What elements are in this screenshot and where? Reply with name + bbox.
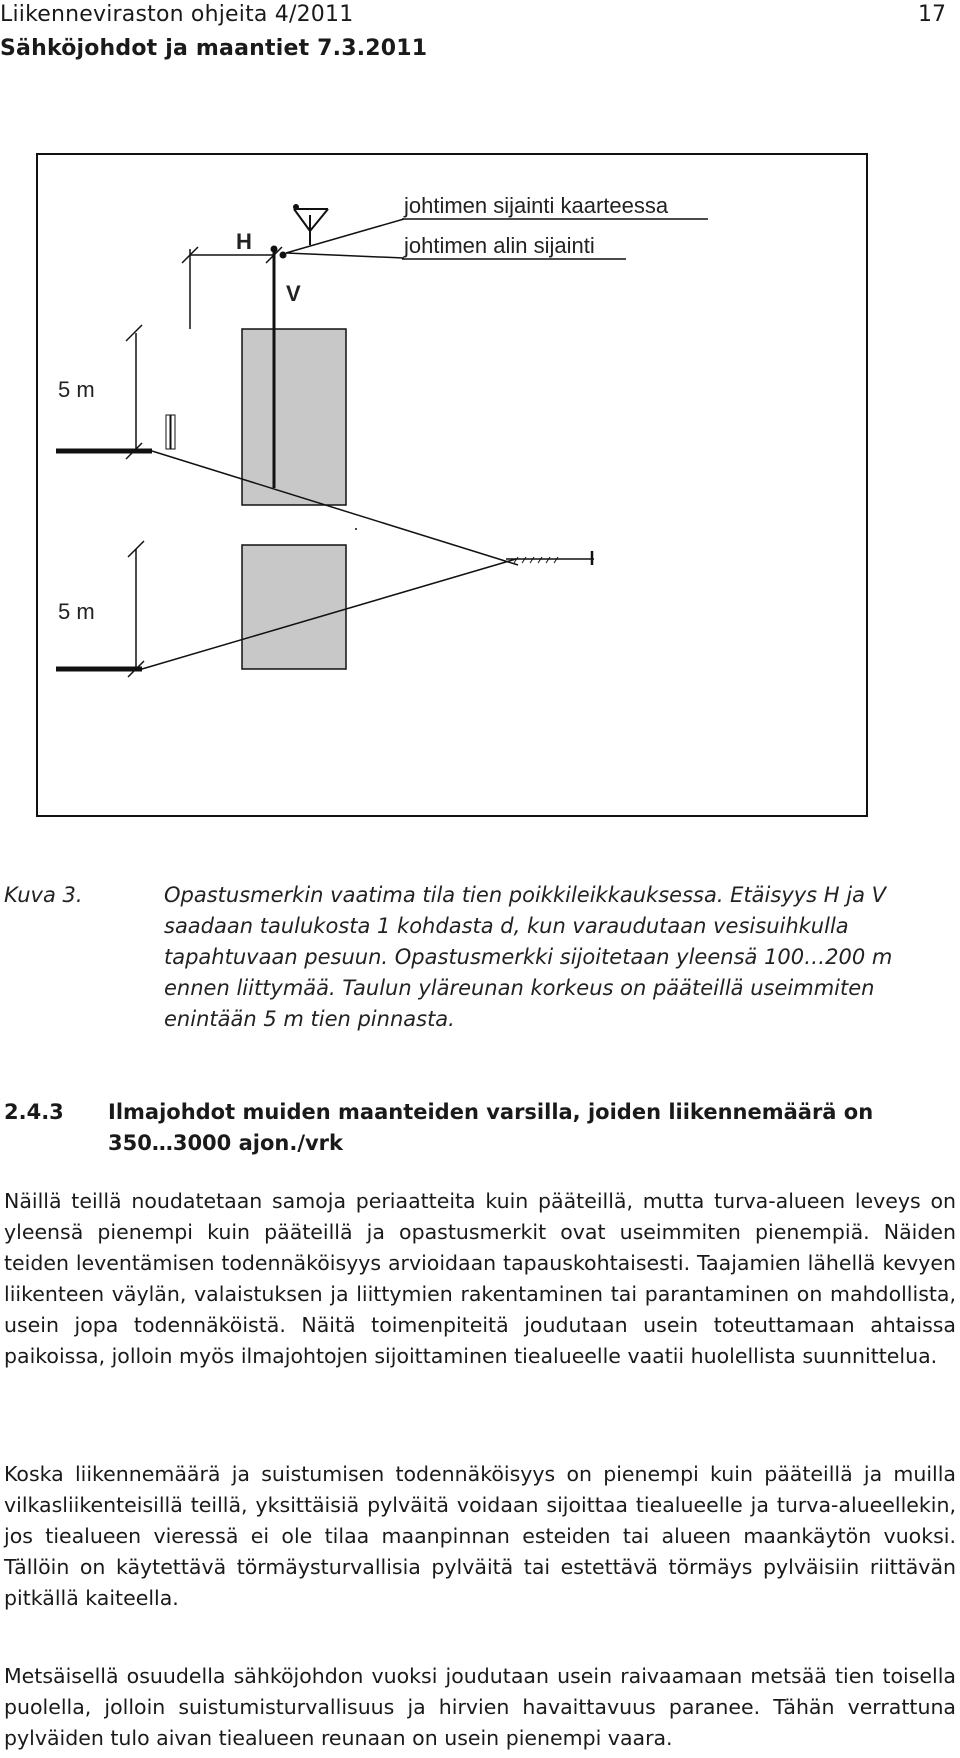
section-title: Ilmajohdot muiden maanteiden varsilla, joiden liikennemäärä on 350…3000 ajon./vrk <box>108 1100 874 1155</box>
label-conductor-curve: johtimen sijainti kaarteessa <box>404 193 669 218</box>
page-header-title: Liikenneviraston ohjeita 4/2011 <box>0 2 354 27</box>
caption-text: Opastusmerkin vaatima tila tien poikkileikkauksessa. Etäisyys H ja V saadaan taulukosta 1 kohdasta d, kun varaudutaan vesisuihkulla tapahtuvaan pesuun. Opastusmerkki sijoitetaan yleensä 100…200 m ennen liittymää. Taulun yläreunan korkeus on pääteillä useimmiten enintään 5 m tien pinnasta. <box>164 883 893 1031</box>
caption-label: Kuva 3. <box>4 883 83 907</box>
guard-post <box>166 415 170 449</box>
label-v: V <box>286 281 301 306</box>
cross-section-figure <box>36 153 868 817</box>
body-paragraph-1: Näillä teillä noudatetaan samoja periaatteita kuin pääteillä, mutta turva-alueen leveys on yleensä pienempi kuin pääteillä ja opastusmerkit ovat useimmiten pienempiä. Näiden teiden leventämisen todennäköisyys arvioidaan tapauskohtaisesti. Taajamien lähellä kevyen liikenteen väylän, valaistuksen ja liittymien rakentaminen tai parantaminen on mahdollista, usein jopa todennäköistä. Näitä toimenpiteitä joudutaan usein toteuttamaan ahtaissa paikoissa, jolloin myös ilmajohtojen sijoittaminen tiealueelle vaatii huolellista suunnittelua. <box>4 1189 956 1368</box>
section-number: 2.4.3 <box>4 1100 64 1124</box>
page-header-subtitle: Sähköjohdot ja maantiet 7.3.2011 <box>0 36 428 61</box>
conductor-low-line <box>286 253 404 258</box>
page-number: 17 <box>918 2 946 27</box>
cross-section-drawing <box>38 155 870 819</box>
ditch-hatching <box>514 557 558 563</box>
sign-board-upper <box>242 329 346 505</box>
sign-board-lower <box>242 545 346 669</box>
body-paragraph-2: Koska liikennemäärä ja suistumisen todennäköisyys on pienempi kuin pääteillä ja muilla vilkasliikenteisillä teillä, yksittäisiä pylväitä voidaan sijoittaa tiealueelle ja turva-alueellekin, jos tiealueen vieressä ei ole tilaa maanpinnan esteiden tai alueen maankäytön vuoksi. Tällöin on käytettävä törmäysturvallisia pylväitä tai estettävä törmäys pylväisiin riittävän pitkällä kaiteella. <box>4 1462 956 1610</box>
label-conductor-low: johtimen alin sijainti <box>404 233 595 258</box>
label-5m-lower: 5 m <box>58 599 95 624</box>
label-h: H <box>236 229 252 254</box>
body-paragraph-3: Metsäisellä osuudella sähköjohdon vuoksi joudutaan usein raivaamaan metsää tien toisella puolella, jolloin suistumisturvallisuus ja hirvien havaittavuus paranee. Tähän verrattuna pylväiden tulo aivan tiealueen reunaan on usein pienempi vaara. <box>4 1664 956 1750</box>
label-5m-upper: 5 m <box>58 377 95 402</box>
conductor-curve-line <box>286 219 404 253</box>
